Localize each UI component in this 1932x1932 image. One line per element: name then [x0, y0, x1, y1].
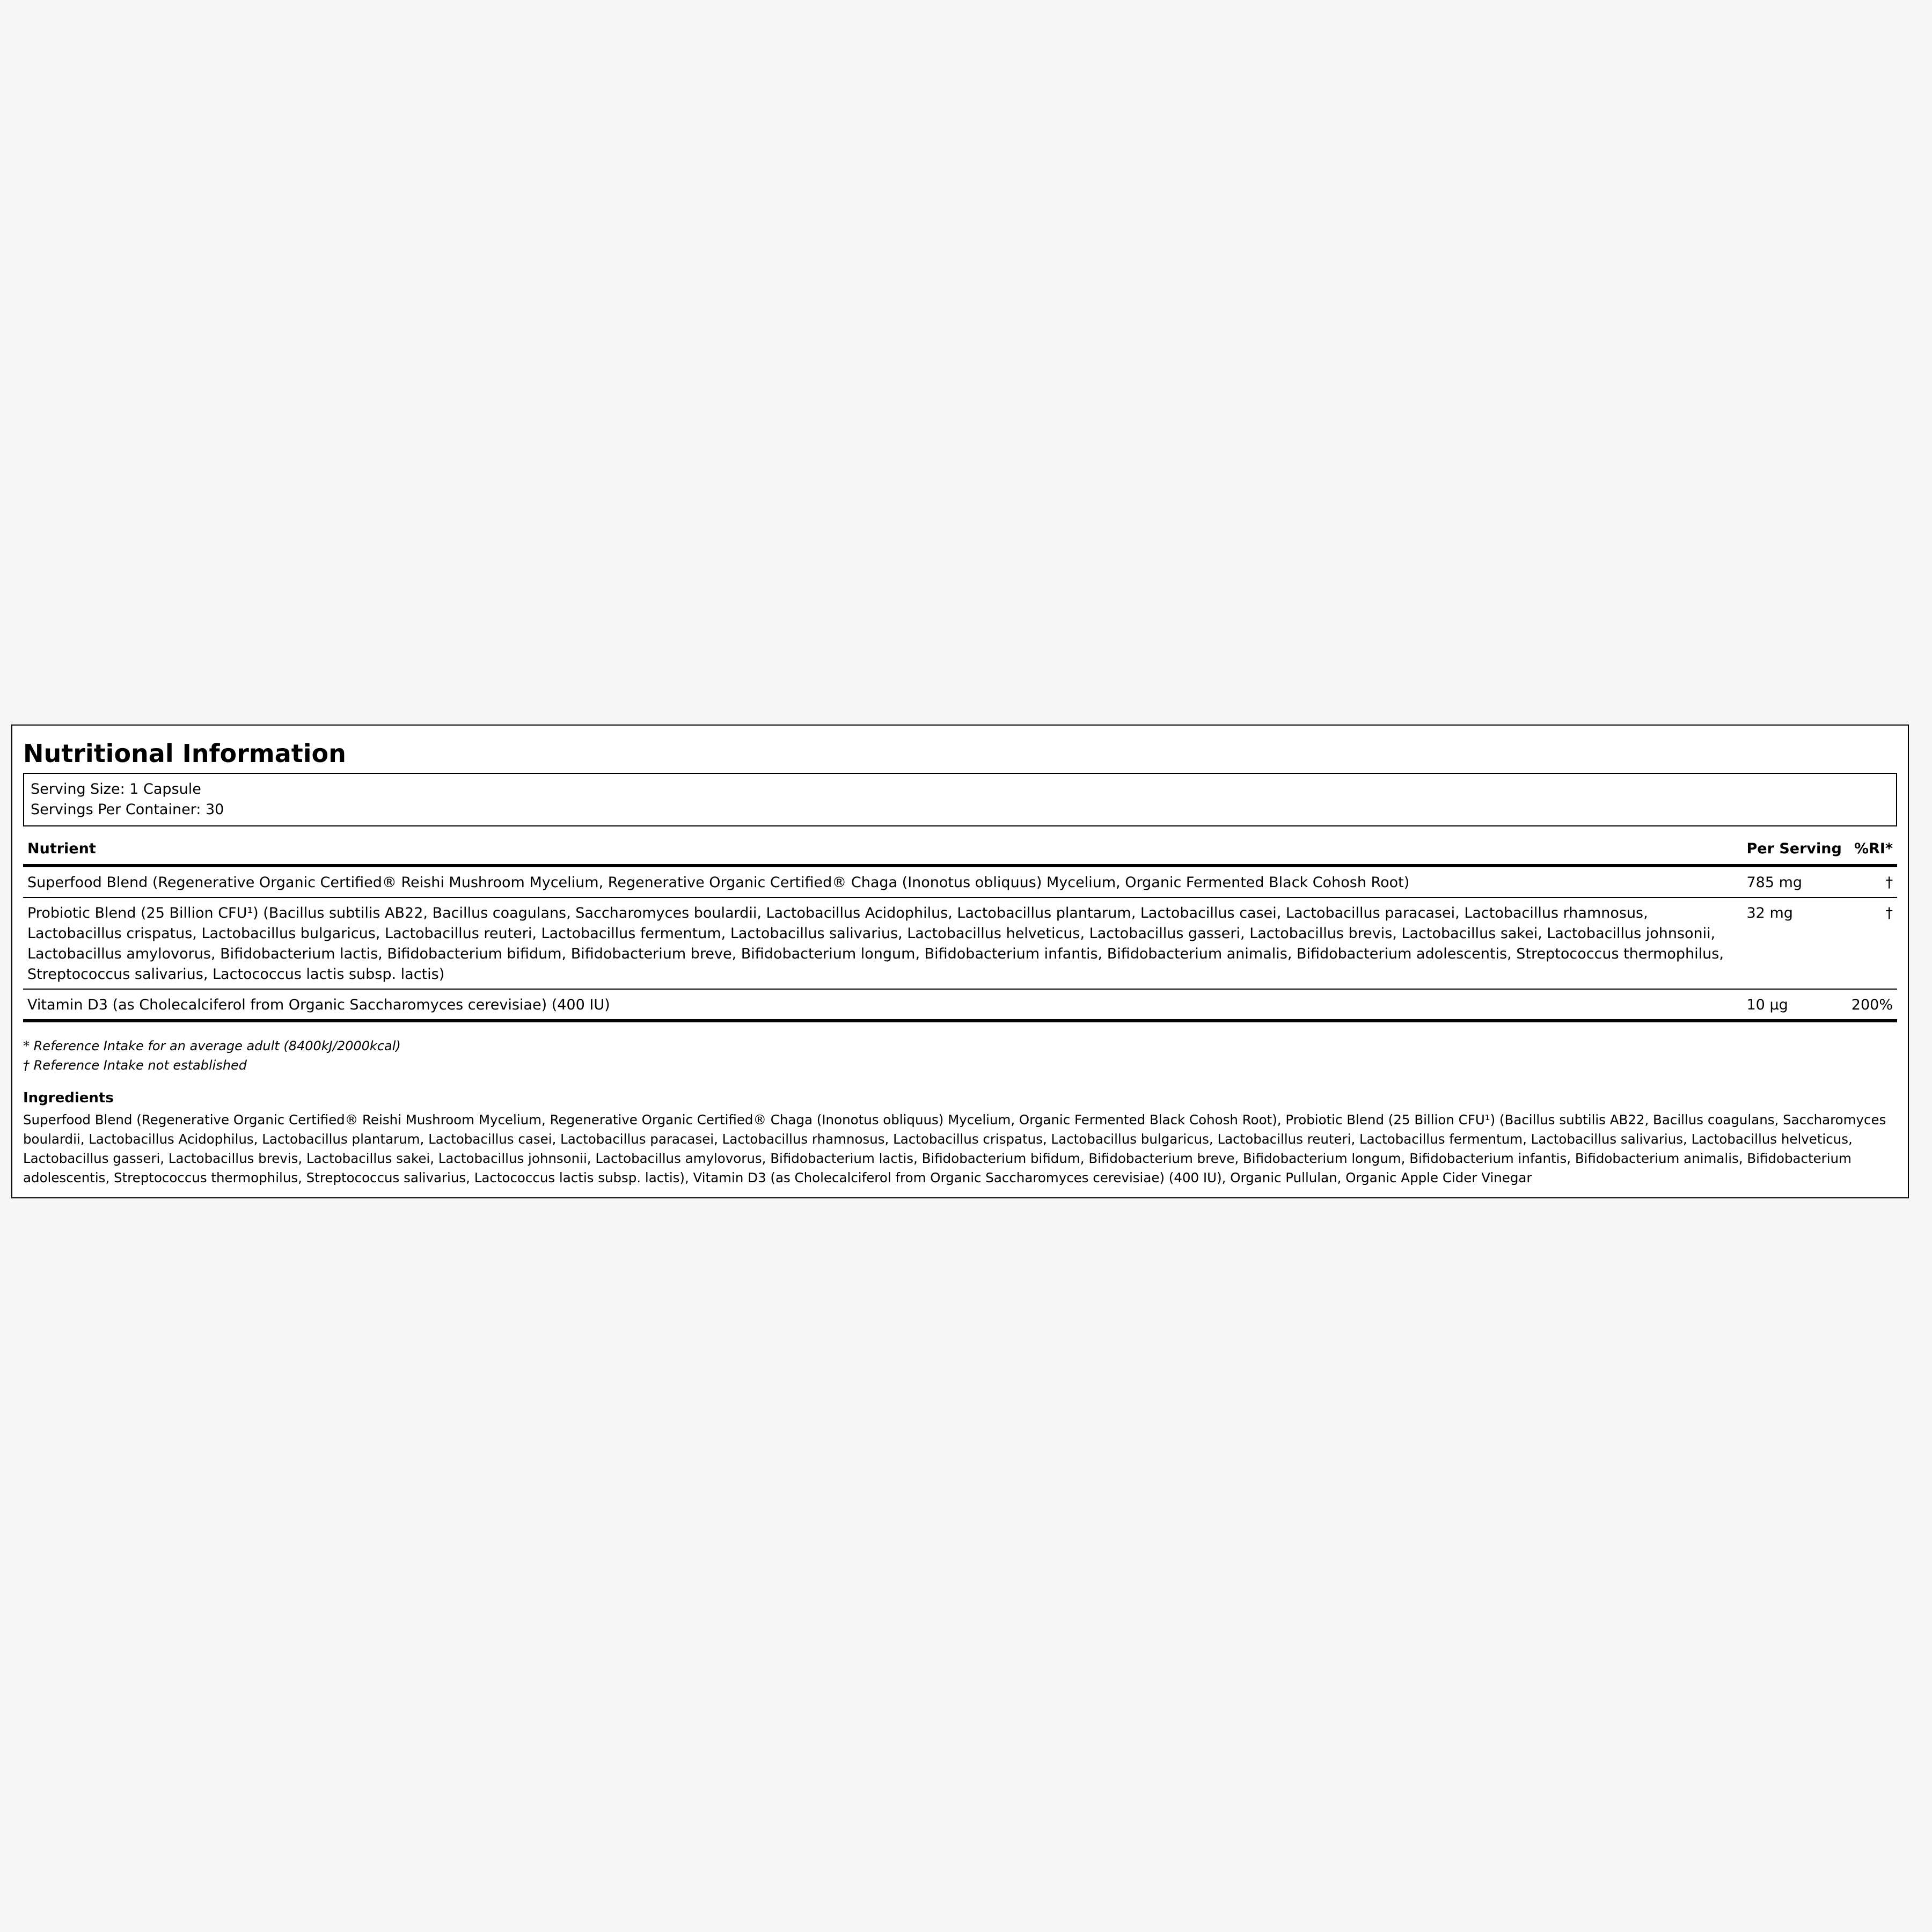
ingredients-text: Superfood Blend (Regenerative Organic Certified® Reishi Mushroom Mycelium, Regenerative Organic Certified® Chaga (Inonotus obliquus) Mycelium, Organic Fermented Black Cohosh Root), Probiotic Blend (25 Billion CFU¹) (Bacillus subtilis AB22, Bacillus coagulans, Saccharomyces boulardii, Lactobacillus Acidophilus, Lactobacillus plantarum, Lactobacillus casei, Lactobacillus paracasei, Lactobacillus rhamnosus, Lactobacillus crispatus, Lactobacillus bulgaricus, Lactobacillus reuteri, Lactobacillus fermentum, Lactobacillus salivarius, Lactobacillus helveticus, Lactobacillus gasseri, Lactobacillus brevis, Lactobacillus sakei, Lactobacillus johnsonii, Lactobacillus amylovorus, Bifidobacterium lactis, Bifidobacterium bifidum, Bifidobacterium breve, Bifidobacterium longum, Bifidobacterium infantis, Bifidobacterium animalis, Bifidobacterium adolescentis, Streptococcus thermophilus, Streptococcus salivarius, Lactococcus lactis subsp. lactis), Vitamin D3 (as Cholecalciferol from Organic Saccharomyces cerevisiae) (400 IU), Organic Pullulan, Organic Apple Cider Vinegar [23, 1112, 1886, 1185]
serving-info-box [23, 773, 1897, 826]
servings-per-container: Servings Per Container: 30 [31, 801, 224, 818]
header-ri: %RI* [1847, 836, 1897, 866]
nutrient-name: Probiotic Blend (25 Billion CFU¹) (Bacillus subtilis AB22, Bacillus coagulans, Saccharomyces boulardii, Lactobacillus Acidophilus, Lactobacillus plantarum, Lactobacillus casei, Lactobacillus paracasei, Lactobacillus rhamnosus, Lactobacillus crispatus, Lactobacillus bulgaricus, Lactobacillus reuteri, Lactobacillus fermentum, Lactobacillus salivarius, Lactobacillus helveticus, Lactobacillus gasseri, Lactobacillus brevis, Lactobacillus sakei, Lactobacillus johnsonii, Lactobacillus amylovorus, Bifidobacterium lactis, Bifidobacterium bifidum, Bifidobacterium breve, Bifidobacterium longum, Bifidobacterium infantis, Bifidobacterium animalis, Bifidobacterium adolescentis, Streptococcus thermophilus, Streptococcus salivarius, Lactococcus lactis subsp. lactis) [23, 897, 1743, 989]
nutrient-amount: 10 µg [1743, 989, 1847, 1021]
ingredients-heading: Ingredients [23, 1090, 114, 1106]
nutrient-ri: † [1847, 866, 1897, 897]
panel-title: Nutritional Information [23, 739, 346, 768]
nutrient-table [23, 836, 1897, 1022]
nutrient-name: Vitamin D3 (as Cholecalciferol from Organic Saccharomyces cerevisiae) (400 IU) [23, 989, 1743, 1021]
footnotes [23, 1036, 1897, 1075]
nutrient-name: Superfood Blend (Regenerative Organic Certified® Reishi Mushroom Mycelium, Regenerative Organic Certified® Chaga (Inonotus obliquus) Mycelium, Organic Fermented Black Cohosh Root) [23, 866, 1743, 897]
nutrient-amount: 32 mg [1743, 897, 1847, 989]
table-header-row [23, 836, 1897, 866]
nutrient-ri: 200% [1847, 989, 1897, 1021]
table-row [23, 866, 1897, 897]
table-row [23, 989, 1897, 1021]
header-nutrient: Nutrient [23, 836, 1743, 866]
table-row [23, 897, 1897, 989]
nutrient-amount: 785 mg [1743, 866, 1847, 897]
dagger-footnote: † Reference Intake not established [23, 1058, 247, 1073]
nutrition-panel [11, 724, 1909, 1198]
header-per-serving: Per Serving [1743, 836, 1847, 866]
ri-footnote: * Reference Intake for an average adult (8400kJ/2000kcal) [23, 1038, 401, 1053]
serving-size: Serving Size: 1 Capsule [31, 781, 201, 797]
nutrient-ri: † [1847, 897, 1897, 989]
